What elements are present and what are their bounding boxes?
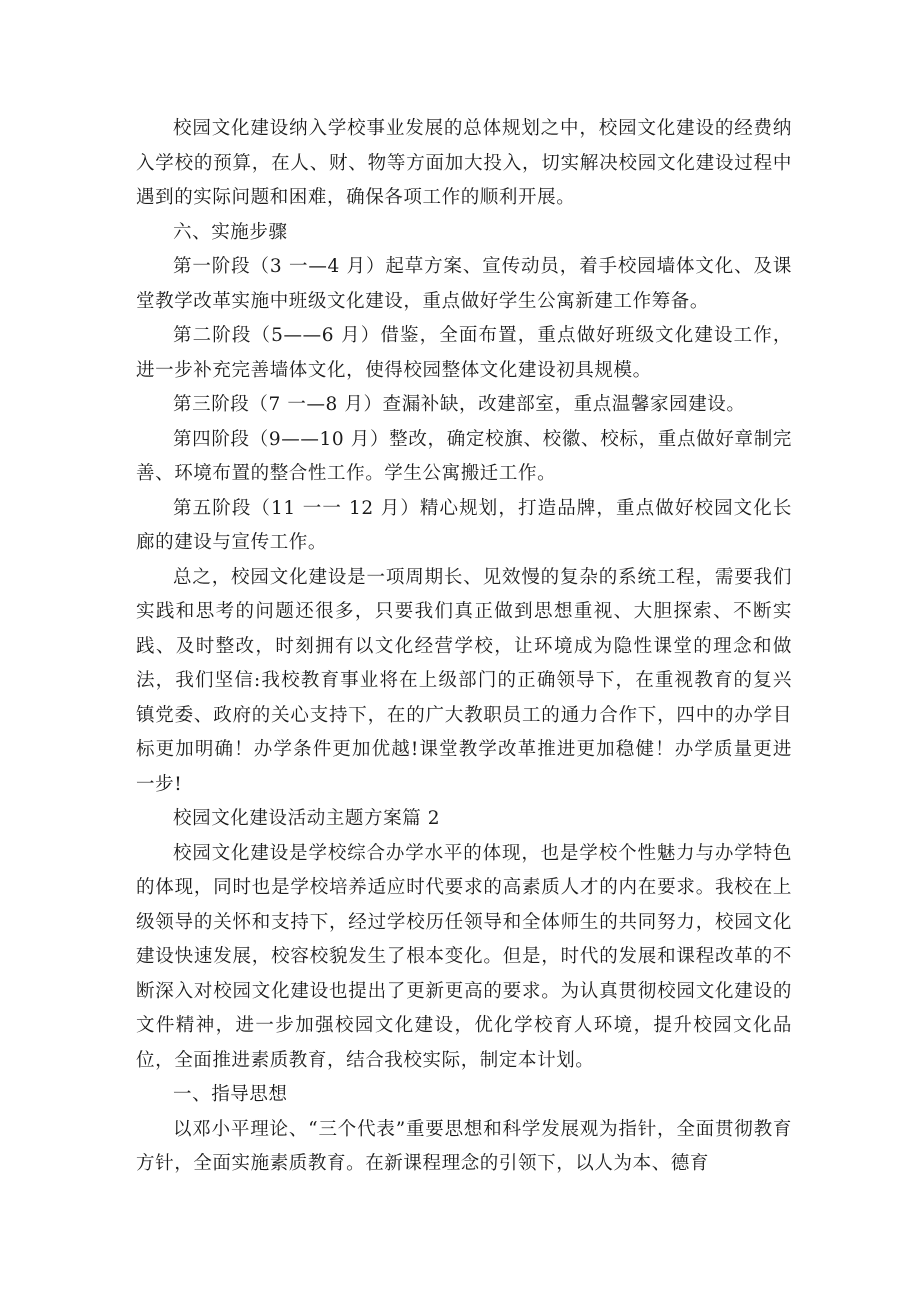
article-title-part-2: 校园文化建设活动主题方案篇 2 — [173, 808, 441, 829]
paragraph-stage-1: 第一阶段（3 一—4 月）起草方案、宣传动员，着手校园墙体文化、及课堂教学改革实施中班级文化建设，重点做好学生公寓新建工作筹备。 — [136, 256, 792, 312]
section-heading-guiding-ideology: 一、指导思想 — [173, 1084, 288, 1105]
paragraph-funding: 校园文化建设纳入学校事业发展的总体规划之中，校园文化建设的经费纳入学校的预算，在人、财、物等方面加大投入，切实解决校园文化建设过程中遇到的实际问题和困难，确保各项工作的顺利开展。 — [136, 118, 792, 208]
paragraph-stage-2: 第二阶段（5——6 月）借鉴，全面布置，重点做好班级文化建设工作，进一步补充完善墙体文化，使得校园整体文化建设初具规模。 — [136, 325, 792, 381]
paragraph-conclusion: 总之，校园文化建设是一项周期长、见效慢的复杂的系统工程，需要我们实践和思考的问题还很多，只要我们真正做到思想重视、大胆探索、不断实践、及时整改，时刻拥有以文化经营学校，让环境成为隐性课堂的理念和做法，我们坚信:我校教育事业将在上级部门的正确领导下，在重视教育的复兴镇党委、政府的关心支持下，在的广大教职员工的通力合作下，四中的办学目标更加明确！办学条件更加优越!课堂教学改革推进更加稳健！办学质量更进一步! — [136, 566, 792, 795]
paragraph-introduction: 校园文化建设是学校综合办学水平的体现，也是学校个性魅力与办学特色的体现，同时也是学校培养适应时代要求的高素质人才的内在要求。我校在上级领导的关怀和支持下，经过学校历任领导和全体师生的共同努力，校园文化建设快速发展，校容校貌发生了根本变化。但是，时代的发展和课程改革的不断深入对校园文化建设也提出了更新更高的要求。为认真贯彻校园文化建设的文件精神，进一步加强校园文化建设，优化学校育人环境，提升校园文化品位，全面推进素质教育，结合我校实际，制定本计划。 — [136, 842, 792, 1071]
paragraph-stage-4: 第四阶段（9——10 月）整改，确定校旗、校徽、校标，重点做好章制完善、环境布置的整合性工作。学生公寓搬迁工作。 — [136, 428, 792, 484]
paragraph-stage-5: 第五阶段（11 一一 12 月）精心规划，打造品牌，重点做好校园文化长廊的建设与宣传工作。 — [136, 497, 792, 553]
document-body — [136, 112, 792, 1182]
paragraph-guiding-ideology: 以邓小平理论、“三个代表”重要思想和科学发展观为指针，全面贯彻教育方针，全面实施素质教育。在新课程理念的引领下，以人为本、德育 — [136, 1118, 792, 1174]
section-heading-implementation-steps: 六、实施步骤 — [173, 221, 288, 243]
paragraph-stage-3: 第三阶段（7 一—8 月）查漏补缺，改建部室，重点温馨家园建设。 — [173, 394, 746, 415]
